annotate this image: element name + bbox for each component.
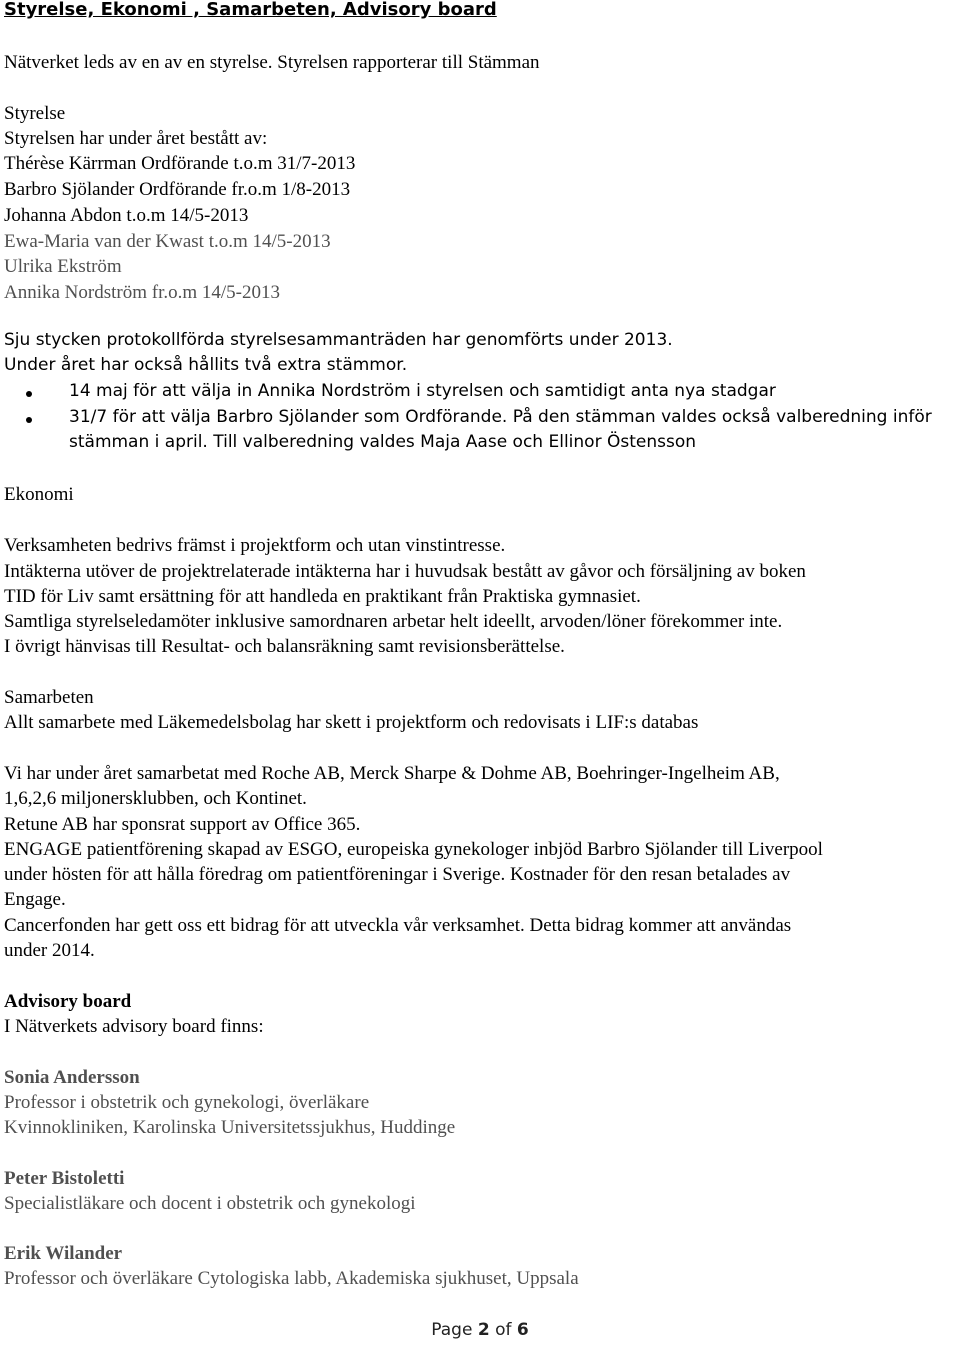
board-member: Barbro Sjölander Ordförande fr.o.m 1/8-2013 xyxy=(4,179,351,200)
board-member: Ulrika Ekström xyxy=(4,256,122,277)
board-member: Thérèse Kärrman Ordförande t.o.m 31/7-2013 xyxy=(4,153,356,174)
samarbeten-line: ENGAGE patientförening skapad av ESGO, europeiska gynekologer inbjöd Barbro Sjölander till Liverpool xyxy=(4,839,823,860)
samarbeten-line: Engage. xyxy=(4,889,66,910)
ekonomi-line: Samtliga styrelseledamöter inklusive samordnaren arbetar helt ideellt, arvoden/löner förekommer inte. xyxy=(4,611,783,632)
page-footer xyxy=(0,1320,960,1340)
advisor-title: Specialistläkare och docent i obstetrik och gynekologi xyxy=(4,1193,416,1214)
bullet-dot xyxy=(26,417,32,423)
advisor-name: Sonia Andersson xyxy=(4,1067,140,1088)
page-number: 2 xyxy=(477,1320,490,1340)
bullet-item: 14 maj för att välja in Annika Nordström i styrelsen och samtidigt anta nya stadgar xyxy=(69,381,776,401)
page-total: 6 xyxy=(516,1320,529,1340)
advisory-lead: I Nätverkets advisory board finns: xyxy=(4,1016,264,1037)
board-member: Ewa-Maria van der Kwast t.o.m 14/5-2013 xyxy=(4,231,331,252)
samarbeten-line: Retune AB har sponsrat support av Office 365. xyxy=(4,814,361,835)
ekonomi-line: TID för Liv samt ersättning för att handleda en praktikant från Praktiska gymnasiet. xyxy=(4,586,641,607)
samarbeten-title: Samarbeten xyxy=(4,687,94,708)
ekonomi-line: I övrigt hänvisas till Resultat- och balansräkning samt revisionsberättelse. xyxy=(4,636,565,657)
bullet-item: 31/7 för att välja Barbro Sjölander som Ordförande. På den stämman valdes också valberedning inför xyxy=(69,407,932,427)
advisory-title: Advisory board xyxy=(4,991,132,1012)
advisor-name: Peter Bistoletti xyxy=(4,1168,125,1189)
advisor-name: Erik Wilander xyxy=(4,1243,123,1264)
ekonomi-line: Verksamheten bedrivs främst i projektform och utan vinstintresse. xyxy=(4,535,506,556)
samarbeten-line: Allt samarbete med Läkemedelsbolag har skett i projektform och redovisats i LIF:s databas xyxy=(4,712,699,733)
bullet-dot xyxy=(26,391,32,397)
board-member: Annika Nordström fr.o.m 14/5-2013 xyxy=(4,282,281,303)
samarbeten-line: 1,6,2,6 miljonersklubben, och Kontinet. xyxy=(4,788,307,809)
of-label: of xyxy=(495,1320,512,1340)
styrelse-lead: Styrelsen har under året bestått av: xyxy=(4,128,268,149)
samarbeten-line: under 2014. xyxy=(4,940,95,961)
ekonomi-title: Ekonomi xyxy=(4,484,74,505)
intro-text: Nätverket leds av en av en styrelse. Styrelsen rapporterar till Stämman xyxy=(4,52,540,73)
meetings-text: Sju stycken protokollförda styrelsesammanträden har genomförts under 2013. xyxy=(4,330,673,350)
advisor-affiliation: Kvinnokliniken, Karolinska Universitetssjukhus, Huddinge xyxy=(4,1117,456,1138)
extra-meetings-text: Under året har också hållits två extra stämmor. xyxy=(4,355,408,375)
advisor-title: Professor i obstetrik och gynekologi, överläkare xyxy=(4,1092,370,1113)
samarbeten-line: Vi har under året samarbetat med Roche AB, Merck Sharpe & Dohme AB, Boehringer-Ingelheim AB, xyxy=(4,763,780,784)
page-label: Page xyxy=(431,1320,473,1340)
page-heading: Styrelse, Ekonomi , Samarbeten, Advisory board xyxy=(4,0,497,20)
samarbeten-line: under hösten för att hålla föredrag om patientföreningar i Sverige. Kostnader för den resan betalades av xyxy=(4,864,791,885)
advisor-title: Professor och överläkare Cytologiska labb, Akademiska sjukhuset, Uppsala xyxy=(4,1268,579,1289)
board-member: Johanna Abdon t.o.m 14/5-2013 xyxy=(4,205,249,226)
ekonomi-line: Intäkterna utöver de projektrelaterade intäkterna har i huvudsak bestått av gåvor och försäljning av boken xyxy=(4,561,806,582)
bullet-item-continued: stämman i april. Till valberedning valdes Maja Aase och Ellinor Östensson xyxy=(69,432,696,452)
styrelse-title: Styrelse xyxy=(4,103,66,124)
samarbeten-line: Cancerfonden har gett oss ett bidrag för att utveckla vår verksamhet. Detta bidrag kommer att användas xyxy=(4,915,792,936)
